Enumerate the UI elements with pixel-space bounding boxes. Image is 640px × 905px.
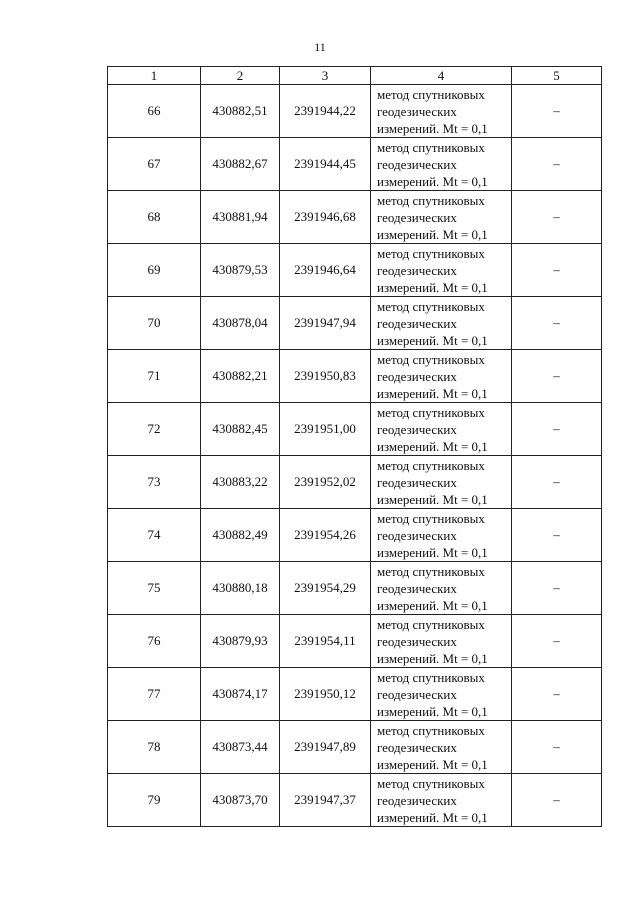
method-line: измерений. Mt = 0,1 <box>377 544 488 560</box>
description-cell: – <box>512 297 602 350</box>
point-number-cell: 71 <box>108 350 201 403</box>
method-cell <box>371 562 512 615</box>
table-row <box>108 403 602 456</box>
y-coordinate-cell: 2391950,83 <box>280 350 371 403</box>
y-coordinate-cell: 2391944,45 <box>280 138 371 191</box>
table-row <box>108 668 602 721</box>
y-coordinate-cell: 2391946,68 <box>280 191 371 244</box>
point-number-cell: 72 <box>108 403 201 456</box>
table-row <box>108 138 602 191</box>
method-line: измерений. Mt = 0,1 <box>377 173 488 189</box>
method-line: геодезических <box>377 209 457 225</box>
method-line: метод спутниковых <box>377 616 485 632</box>
x-coordinate-cell: 430881,94 <box>201 191 280 244</box>
method-line: метод спутниковых <box>377 351 485 367</box>
point-number-cell: 68 <box>108 191 201 244</box>
description-cell: – <box>512 456 602 509</box>
table-row <box>108 456 602 509</box>
table-row <box>108 774 602 827</box>
point-number-cell: 76 <box>108 615 201 668</box>
description-cell: – <box>512 668 602 721</box>
method-line: метод спутниковых <box>377 192 485 208</box>
method-line: измерений. Mt = 0,1 <box>377 279 488 295</box>
method-line: измерений. Mt = 0,1 <box>377 438 488 454</box>
table-row <box>108 244 602 297</box>
point-number-cell: 69 <box>108 244 201 297</box>
method-line: метод спутниковых <box>377 404 485 420</box>
method-line: метод спутниковых <box>377 722 485 738</box>
method-cell <box>371 85 512 138</box>
table-row <box>108 297 602 350</box>
method-line: измерений. Mt = 0,1 <box>377 756 488 772</box>
x-coordinate-cell: 430882,45 <box>201 403 280 456</box>
x-coordinate-cell: 430873,44 <box>201 721 280 774</box>
method-cell <box>371 191 512 244</box>
method-line: метод спутниковых <box>377 245 485 261</box>
point-number-cell: 79 <box>108 774 201 827</box>
method-line: метод спутниковых <box>377 457 485 473</box>
x-coordinate-cell: 430882,21 <box>201 350 280 403</box>
x-coordinate-cell: 430882,49 <box>201 509 280 562</box>
method-line: геодезических <box>377 739 457 755</box>
method-line: метод спутниковых <box>377 510 485 526</box>
point-number-cell: 70 <box>108 297 201 350</box>
method-cell <box>371 774 512 827</box>
header-col-3: 3 <box>280 67 371 85</box>
method-line: измерений. Mt = 0,1 <box>377 385 488 401</box>
method-line: геодезических <box>377 315 457 331</box>
point-number-cell: 75 <box>108 562 201 615</box>
method-line: геодезических <box>377 156 457 172</box>
description-cell: – <box>512 403 602 456</box>
y-coordinate-cell: 2391944,22 <box>280 85 371 138</box>
x-coordinate-cell: 430880,18 <box>201 562 280 615</box>
header-col-5: 5 <box>512 67 602 85</box>
description-cell: – <box>512 562 602 615</box>
y-coordinate-cell: 2391954,26 <box>280 509 371 562</box>
table-row <box>108 350 602 403</box>
method-line: метод спутниковых <box>377 86 485 102</box>
point-number-cell: 77 <box>108 668 201 721</box>
method-line: геодезических <box>377 474 457 490</box>
y-coordinate-cell: 2391947,94 <box>280 297 371 350</box>
method-line: измерений. Mt = 0,1 <box>377 703 488 719</box>
method-line: метод спутниковых <box>377 298 485 314</box>
page-number: 11 <box>314 40 326 54</box>
table-row <box>108 509 602 562</box>
method-line: геодезических <box>377 262 457 278</box>
method-line: измерений. Mt = 0,1 <box>377 597 488 613</box>
y-coordinate-cell: 2391946,64 <box>280 244 371 297</box>
x-coordinate-cell: 430879,93 <box>201 615 280 668</box>
table-row <box>108 562 602 615</box>
method-cell <box>371 138 512 191</box>
table-row <box>108 615 602 668</box>
x-coordinate-cell: 430879,53 <box>201 244 280 297</box>
description-cell: – <box>512 138 602 191</box>
point-number-cell: 66 <box>108 85 201 138</box>
method-line: геодезических <box>377 527 457 543</box>
x-coordinate-cell: 430874,17 <box>201 668 280 721</box>
method-cell <box>371 509 512 562</box>
method-line: геодезических <box>377 792 457 808</box>
method-line: геодезических <box>377 421 457 437</box>
method-cell <box>371 456 512 509</box>
y-coordinate-cell: 2391952,02 <box>280 456 371 509</box>
table-row <box>108 721 602 774</box>
y-coordinate-cell: 2391954,11 <box>280 615 371 668</box>
x-coordinate-cell: 430873,70 <box>201 774 280 827</box>
method-line: геодезических <box>377 103 457 119</box>
table-row <box>108 85 602 138</box>
method-cell <box>371 297 512 350</box>
method-line: измерений. Mt = 0,1 <box>377 809 488 825</box>
x-coordinate-cell: 430878,04 <box>201 297 280 350</box>
method-line: измерений. Mt = 0,1 <box>377 226 488 242</box>
method-line: измерений. Mt = 0,1 <box>377 332 488 348</box>
description-cell: – <box>512 615 602 668</box>
x-coordinate-cell: 430882,51 <box>201 85 280 138</box>
method-line: метод спутниковых <box>377 139 485 155</box>
point-number-cell: 78 <box>108 721 201 774</box>
y-coordinate-cell: 2391950,12 <box>280 668 371 721</box>
y-coordinate-cell: 2391954,29 <box>280 562 371 615</box>
method-line: метод спутниковых <box>377 669 485 685</box>
method-line: измерений. Mt = 0,1 <box>377 650 488 666</box>
y-coordinate-cell: 2391947,89 <box>280 721 371 774</box>
description-cell: – <box>512 244 602 297</box>
description-cell: – <box>512 774 602 827</box>
table-body <box>108 85 602 827</box>
header-col-1: 1 <box>108 67 201 85</box>
table-header-row <box>108 67 602 85</box>
x-coordinate-cell: 430883,22 <box>201 456 280 509</box>
header-col-2: 2 <box>201 67 280 85</box>
header-col-4: 4 <box>371 67 512 85</box>
point-number-cell: 74 <box>108 509 201 562</box>
description-cell: – <box>512 350 602 403</box>
method-cell <box>371 668 512 721</box>
method-line: метод спутниковых <box>377 775 485 791</box>
method-line: метод спутниковых <box>377 563 485 579</box>
method-cell <box>371 244 512 297</box>
description-cell: – <box>512 85 602 138</box>
method-line: измерений. Mt = 0,1 <box>377 491 488 507</box>
description-cell: – <box>512 509 602 562</box>
description-cell: – <box>512 721 602 774</box>
method-line: геодезических <box>377 368 457 384</box>
point-number-cell: 67 <box>108 138 201 191</box>
method-line: геодезических <box>377 580 457 596</box>
y-coordinate-cell: 2391947,37 <box>280 774 371 827</box>
description-cell: – <box>512 191 602 244</box>
x-coordinate-cell: 430882,67 <box>201 138 280 191</box>
point-number-cell: 73 <box>108 456 201 509</box>
method-line: геодезических <box>377 633 457 649</box>
method-cell <box>371 721 512 774</box>
coordinates-table <box>107 66 602 827</box>
method-cell <box>371 403 512 456</box>
method-cell <box>371 350 512 403</box>
table-row <box>108 191 602 244</box>
method-line: геодезических <box>377 686 457 702</box>
method-line: измерений. Mt = 0,1 <box>377 120 488 136</box>
y-coordinate-cell: 2391951,00 <box>280 403 371 456</box>
method-cell <box>371 615 512 668</box>
